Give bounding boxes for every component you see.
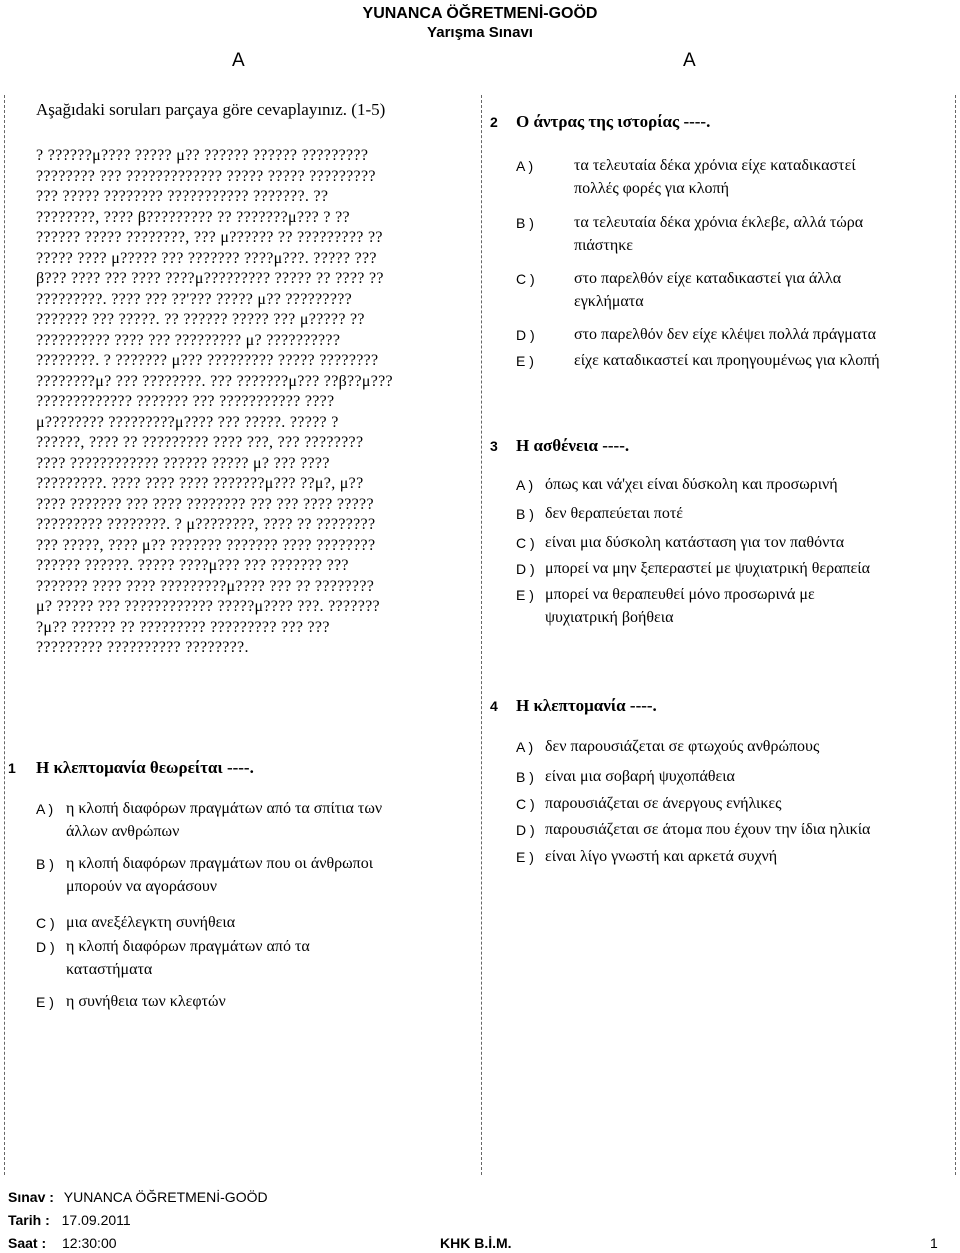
passage-line: ?????? ????? ????????, ??? μ?????? ?? ????????? ?? — [36, 229, 383, 246]
booklet-letter-left: A — [232, 50, 245, 71]
option-label: A ) — [36, 801, 54, 817]
right-margin-line — [955, 95, 956, 1175]
option-text-line: ψυχιατρική βοήθεια — [545, 609, 674, 626]
option-label: E ) — [36, 994, 54, 1010]
option-label: B ) — [516, 506, 534, 522]
option-label: E ) — [516, 587, 534, 603]
option-text-line: τα τελευταία δέκα χρόνια έκλεβε, αλλά τώρα — [574, 214, 864, 231]
passage-line: ????????? ?????????? ????????. — [36, 639, 249, 656]
footer-exam-value: YUNANCA ÖĞRETMENİ-GOÖD — [63, 1189, 268, 1205]
passage-line: ??????? ???? ???? ?????????μ???? ??? ?? ???????? — [36, 577, 375, 595]
option-text-line: η κλοπή διαφόρων πραγμάτων από τα — [66, 938, 310, 955]
footer-date-label: Tarih : — [8, 1212, 50, 1228]
passage-line: ?????????. ???? ???? ???? ???????μ??? ??μ?, μ?? — [36, 475, 364, 492]
option-text — [545, 473, 960, 496]
exam-subtitle: Yarışma Sınavı — [427, 24, 533, 41]
option-text — [66, 911, 466, 934]
passage-line: ?μ?? ?????? ?? ????????? ????????? ??? ??? — [36, 618, 330, 636]
passage-line: ??????, ???? ?? ????????? ???? ???, ??? ???????? — [36, 434, 364, 451]
passage-line: ????????, ???? β????????? ?? ???????μ??? ? ?? — [36, 208, 350, 226]
passage-line: ?????????? ???? ??? ????????? μ? ?????????? — [36, 331, 341, 349]
option-text-line: μια ανεξέλεγκτη συνήθεια — [66, 914, 236, 931]
option-text — [545, 735, 960, 758]
passage-line: ????????? ????????. ? μ????????, ???? ?? ???????? — [36, 516, 376, 533]
option-text — [545, 531, 960, 554]
option-text-line: δεν θεραπεύεται ποτέ — [545, 505, 684, 522]
passage-line: μ? ????? ??? ???????????? ?????μ???? ???. ??????? — [36, 598, 380, 615]
booklet-letter-right: A — [683, 50, 696, 71]
passage-line: ??? ?????, ???? μ?? ??????? ??????? ???? ???????? — [36, 536, 376, 554]
option-label: A ) — [516, 477, 534, 493]
passage-line: ???????? ??? ????????????? ????? ????? ????????? — [36, 167, 376, 185]
footer-exam — [8, 1189, 268, 1205]
footer-time-label: Saat : — [8, 1235, 47, 1251]
option-label: B ) — [36, 856, 54, 872]
option-label: C ) — [516, 271, 535, 287]
option-label: E ) — [516, 353, 534, 369]
exam-header — [0, 4, 960, 42]
passage-line: ????????????? ??????? ??? ??????????? ???? — [36, 393, 335, 410]
question-stem: Η ασθένεια ----. — [516, 436, 630, 455]
option-label: E ) — [516, 849, 534, 865]
question-stem: Ο άντρας της ιστορίας ----. — [516, 112, 711, 131]
option-text — [545, 792, 960, 815]
passage-line: ???? ???????????? ?????? ????? μ? ??? ???? — [36, 454, 330, 472]
option-text — [574, 154, 960, 200]
option-text-line: στο παρελθόν δεν είχε κλέψει πολλά πράγματα — [574, 326, 877, 343]
option-text — [66, 797, 466, 843]
option-text-line: πιάστηκε — [574, 237, 633, 254]
option-text-line: μπορεί να θεραπευθεί μόνο προσωρινά με — [545, 586, 815, 603]
option-text — [545, 845, 960, 868]
option-text — [66, 852, 466, 898]
option-text — [545, 818, 960, 841]
passage-line: ? ??????μ???? ????? μ?? ?????? ?????? ????????? — [36, 147, 369, 164]
option-text — [574, 267, 960, 313]
option-text-line: η συνήθεια των κλεφτών — [66, 993, 226, 1010]
question-number: 2 — [490, 114, 498, 130]
option-text-line: μπορούν να αγοράσουν — [66, 878, 218, 895]
option-text-line: είχε καταδικαστεί και προηγουμένως για κλοπή — [574, 352, 880, 369]
passage-line: ??? ????? ???????? ??????????? ???????. ?? — [36, 188, 329, 205]
option-text-line: είναι μια σοβαρή ψυχοπάθεια — [545, 768, 735, 785]
passage-line: μ???????? ?????????μ???? ??? ?????. ????? ? — [36, 413, 339, 431]
option-label: B ) — [516, 215, 534, 231]
option-label: D ) — [516, 822, 535, 838]
option-text-line: παρουσιάζεται σε άνεργους ενήλικες — [545, 795, 782, 812]
footer-organization: KHK B.İ.M. — [440, 1235, 512, 1251]
option-text — [545, 557, 960, 580]
option-text-line: η κλοπή διαφόρων πραγμάτων που οι άνθρωποι — [66, 855, 373, 872]
left-margin-line — [4, 95, 5, 1175]
passage-line: ?????????. ???? ??? ??'??? ????? μ?? ????????? — [36, 290, 353, 308]
option-text-line: η κλοπή διαφόρων πραγμάτων από τα σπίτια των — [66, 800, 383, 817]
footer-time — [8, 1235, 117, 1251]
option-text — [545, 765, 960, 788]
column-divider — [481, 95, 482, 1175]
question-stem: Η κλεπτομανία ----. — [516, 696, 657, 715]
passage-line: β??? ???? ??? ???? ????μ????????? ????? ?? ???? ?? — [36, 270, 384, 287]
question-number: 1 — [8, 760, 16, 776]
passage-line: ??????? ??? ?????. ?? ?????? ????? ??? μ????? ?? — [36, 311, 365, 328]
option-text-line: μπορεί να μην ξεπεραστεί με ψυχιατρική θεραπεία — [545, 560, 870, 577]
option-text-line: καταστήματα — [66, 961, 153, 978]
option-text-line: είναι μια δύσκολη κατάσταση για τον παθόντα — [545, 534, 845, 551]
option-label: C ) — [36, 915, 55, 931]
footer-page-number: 1 — [930, 1235, 938, 1251]
option-text-line: στο παρελθόν είχε καταδικαστεί για άλλα — [574, 270, 842, 287]
question-number: 3 — [490, 438, 498, 454]
footer-date-value: 17.09.2011 — [61, 1212, 131, 1228]
option-text-line: δεν παρουσιάζεται σε φτωχούς ανθρώπους — [545, 738, 820, 755]
passage-line: ????????μ? ??? ????????. ??? ???????μ??? ??β??μ??? — [36, 372, 393, 390]
option-text — [574, 211, 960, 257]
option-label: D ) — [516, 561, 535, 577]
footer-time-value: 12:30:00 — [62, 1235, 117, 1251]
option-label: C ) — [516, 535, 535, 551]
option-text-line: άλλων ανθρώπων — [66, 823, 180, 840]
option-text — [574, 349, 960, 372]
option-text-line: πολλές φορές για κλοπή — [574, 180, 729, 197]
option-text-line: όπως και νά'χει είναι δύσκολη και προσωρινή — [545, 476, 838, 493]
option-text-line: τα τελευταία δέκα χρόνια είχε καταδικαστεί — [574, 157, 856, 174]
option-text-line: είναι λίγο γνωστή και αρκετά συχνή — [545, 848, 778, 865]
option-label: C ) — [516, 796, 535, 812]
option-label: B ) — [516, 769, 534, 785]
passage-line: ???? ??????? ??? ???? ???????? ??? ??? ???? ????? — [36, 495, 374, 513]
passage-line: ????????. ? ??????? μ??? ????????? ????? ???????? — [36, 352, 379, 369]
option-text — [545, 502, 960, 525]
option-text-line: παρουσιάζεται σε άτομα που έχουν την ίδια ηλικία — [545, 821, 871, 838]
question-stem: Η κλεπτομανία θεωρείται ----. — [36, 758, 254, 777]
exam-title: YUNANCA ÖĞRETMENİ-GOÖD — [362, 5, 598, 22]
option-text — [66, 990, 466, 1013]
passage-line: ?????? ??????. ????? ????μ??? ??? ??????? ??? — [36, 557, 349, 574]
instructions: Aşağıdaki soruları parçaya göre cevaplayınız. (1-5) — [36, 100, 386, 119]
reading-passage — [36, 146, 476, 659]
option-label: A ) — [516, 158, 534, 174]
question-number: 4 — [490, 698, 498, 714]
footer-exam-label: Sınav : — [8, 1189, 54, 1205]
option-text — [545, 583, 960, 629]
passage-line: ????? ???? μ????? ??? ??????? ????μ???. ????? ??? — [36, 249, 377, 267]
option-text — [66, 935, 466, 981]
option-label: D ) — [36, 939, 55, 955]
footer-date — [8, 1212, 131, 1228]
option-text — [574, 323, 960, 346]
option-text-line: εγκλήματα — [574, 293, 644, 310]
option-label: A ) — [516, 739, 534, 755]
option-label: D ) — [516, 327, 535, 343]
